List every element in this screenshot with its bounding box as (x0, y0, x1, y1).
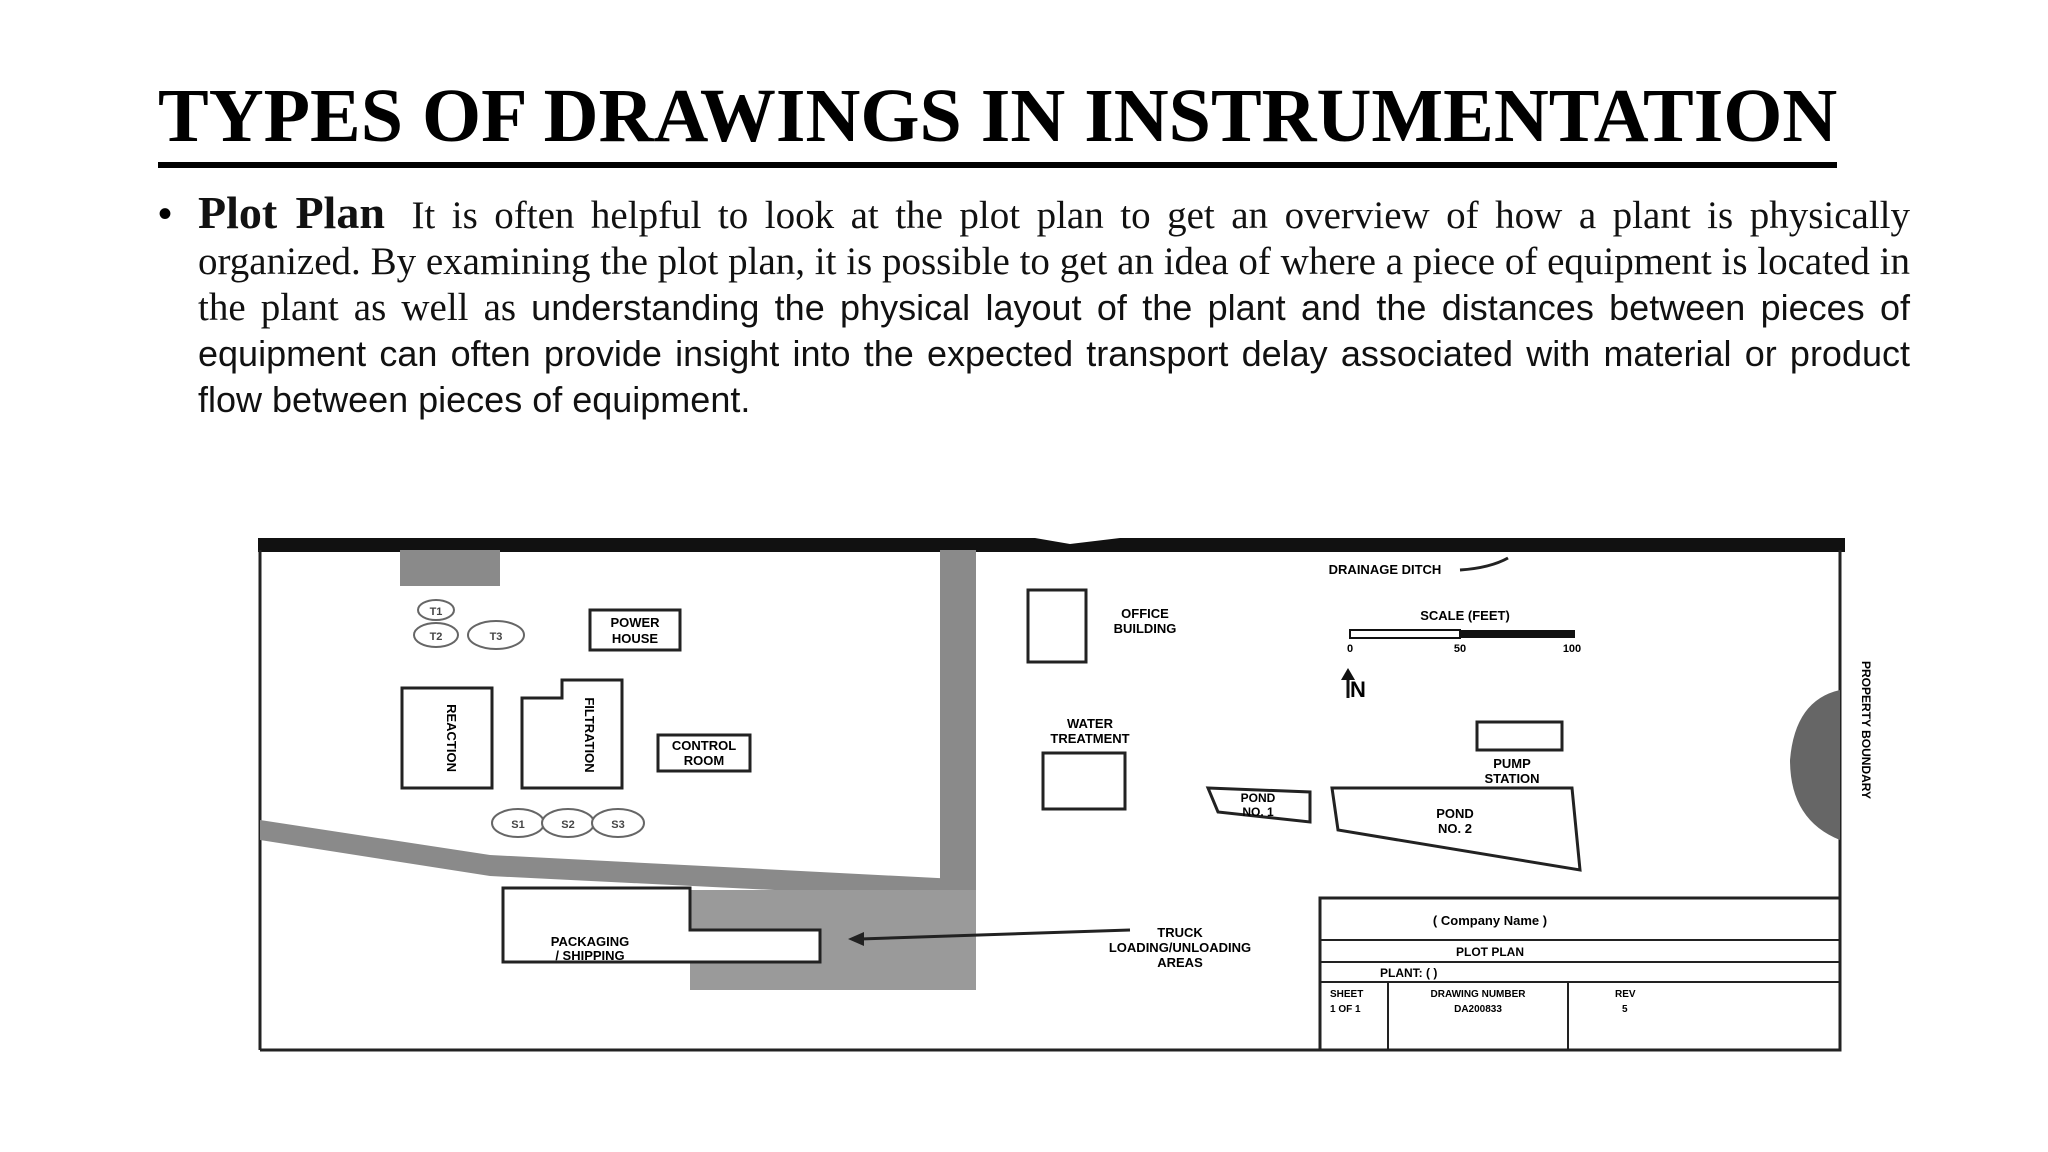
scale-label: SCALE (FEET) (1420, 608, 1510, 623)
pond2-label-2: NO. 2 (1438, 821, 1472, 836)
tank-t1-label: T1 (429, 606, 443, 618)
title-block-sheet-value: 1 OF 1 (1330, 1004, 1361, 1015)
office-building (1028, 590, 1086, 662)
north-arrow-label: N (1350, 677, 1366, 702)
property-boundary-label: PROPERTY BOUNDARY (1859, 660, 1873, 800)
filtration-building (522, 680, 622, 788)
office-label-2: BUILDING (1113, 621, 1177, 636)
drainage-ditch-pointer (1460, 558, 1508, 570)
pond2-label-1: POND (1436, 806, 1474, 821)
bullet-paragraph (198, 187, 1911, 423)
title-block-rev-value: 5 (1622, 1004, 1628, 1015)
control-room-label-2: ROOM (683, 753, 725, 768)
title-block-drawing-title: PLOT PLAN (1456, 945, 1524, 959)
pump-station-label-2: STATION (1484, 771, 1540, 786)
water-treatment-label-1: WATER (1067, 716, 1113, 731)
truck-label-3: AREAS (1157, 955, 1203, 970)
filtration-label: FILTRATION (582, 697, 597, 773)
tank-t2-label: T2 (429, 631, 443, 643)
office-label-1: OFFICE (1121, 606, 1169, 621)
tank-group (414, 600, 524, 649)
plot-plan-diagram (250, 530, 1930, 1060)
top-boundary-wall (258, 538, 1845, 552)
bullet-plot-plan (158, 187, 1911, 462)
silo-s1-label: S1 (511, 819, 525, 831)
reaction-label: REACTION (444, 704, 459, 772)
scale-tick-100: 100 (1562, 643, 1582, 655)
pond1-label-2: NO. 1 (1242, 805, 1274, 819)
water-treatment-label-2: TREATMENT (1050, 731, 1130, 746)
silo-s2-label: S2 (561, 819, 575, 831)
truck-label-2: LOADING/UNLOADING (1108, 940, 1252, 955)
pond1-label-1: POND (1240, 791, 1276, 805)
silo-group (492, 809, 644, 837)
scale-tick-50: 50 (1453, 643, 1467, 655)
truck-label-1: TRUCK (1157, 925, 1203, 940)
bullet-dot: • (158, 192, 173, 236)
drainage-ditch-label: DRAINAGE DITCH (1328, 562, 1442, 577)
bullet-text-serif: It is often helpful to look at the plot plan to get an overview of how a plant is physically organized. By examining the plot plan, it is possible to get an idea of where a piece of equipment is located in the plant as well as (198, 194, 1910, 329)
scale-bar-white (1350, 630, 1460, 638)
north-arrow (1341, 668, 1366, 702)
pump-station (1477, 722, 1562, 750)
title-block-company: ( Company Name ) (1432, 913, 1548, 928)
slide-title: TYPES OF DRAWINGS IN INSTRUMENTATION (158, 78, 1837, 168)
power-house-label-2: HOUSE (611, 631, 659, 646)
tree-area (1790, 690, 1840, 840)
title-block-drawing-number-value: DA200833 (1454, 1004, 1502, 1015)
bullet-text-sans: understanding the physical layout of the plant and the distances between pieces of equipment can often provide insight into the expected transport delay associated with material or product flow between pieces of equipment. (198, 287, 1911, 420)
road-top-stub (400, 550, 500, 586)
scale-tick-0: 0 (1346, 643, 1354, 655)
control-room-label-1: CONTROL (671, 738, 737, 753)
scale-bar-black (1460, 630, 1575, 638)
packaging-label-2: / SHIPPING (555, 948, 625, 963)
title-block-sheet-label: SHEET (1330, 989, 1364, 1000)
title-block-rev-label: REV (1615, 989, 1636, 1000)
water-treatment-building (1043, 753, 1125, 809)
road-vertical (940, 550, 976, 930)
title-block-drawing-number-label: DRAWING NUMBER (1430, 989, 1526, 1000)
packaging-label-1: PACKAGING (550, 934, 630, 949)
silo-s3-label: S3 (611, 819, 625, 831)
power-house-label-1: POWER (610, 615, 660, 630)
title-block (1320, 898, 1840, 1050)
pump-station-label-1: PUMP (1493, 756, 1531, 771)
title-block-plant: PLANT: ( ) (1380, 966, 1438, 980)
tank-t3-label: T3 (489, 631, 503, 643)
bullet-term: Plot Plan (198, 187, 385, 238)
